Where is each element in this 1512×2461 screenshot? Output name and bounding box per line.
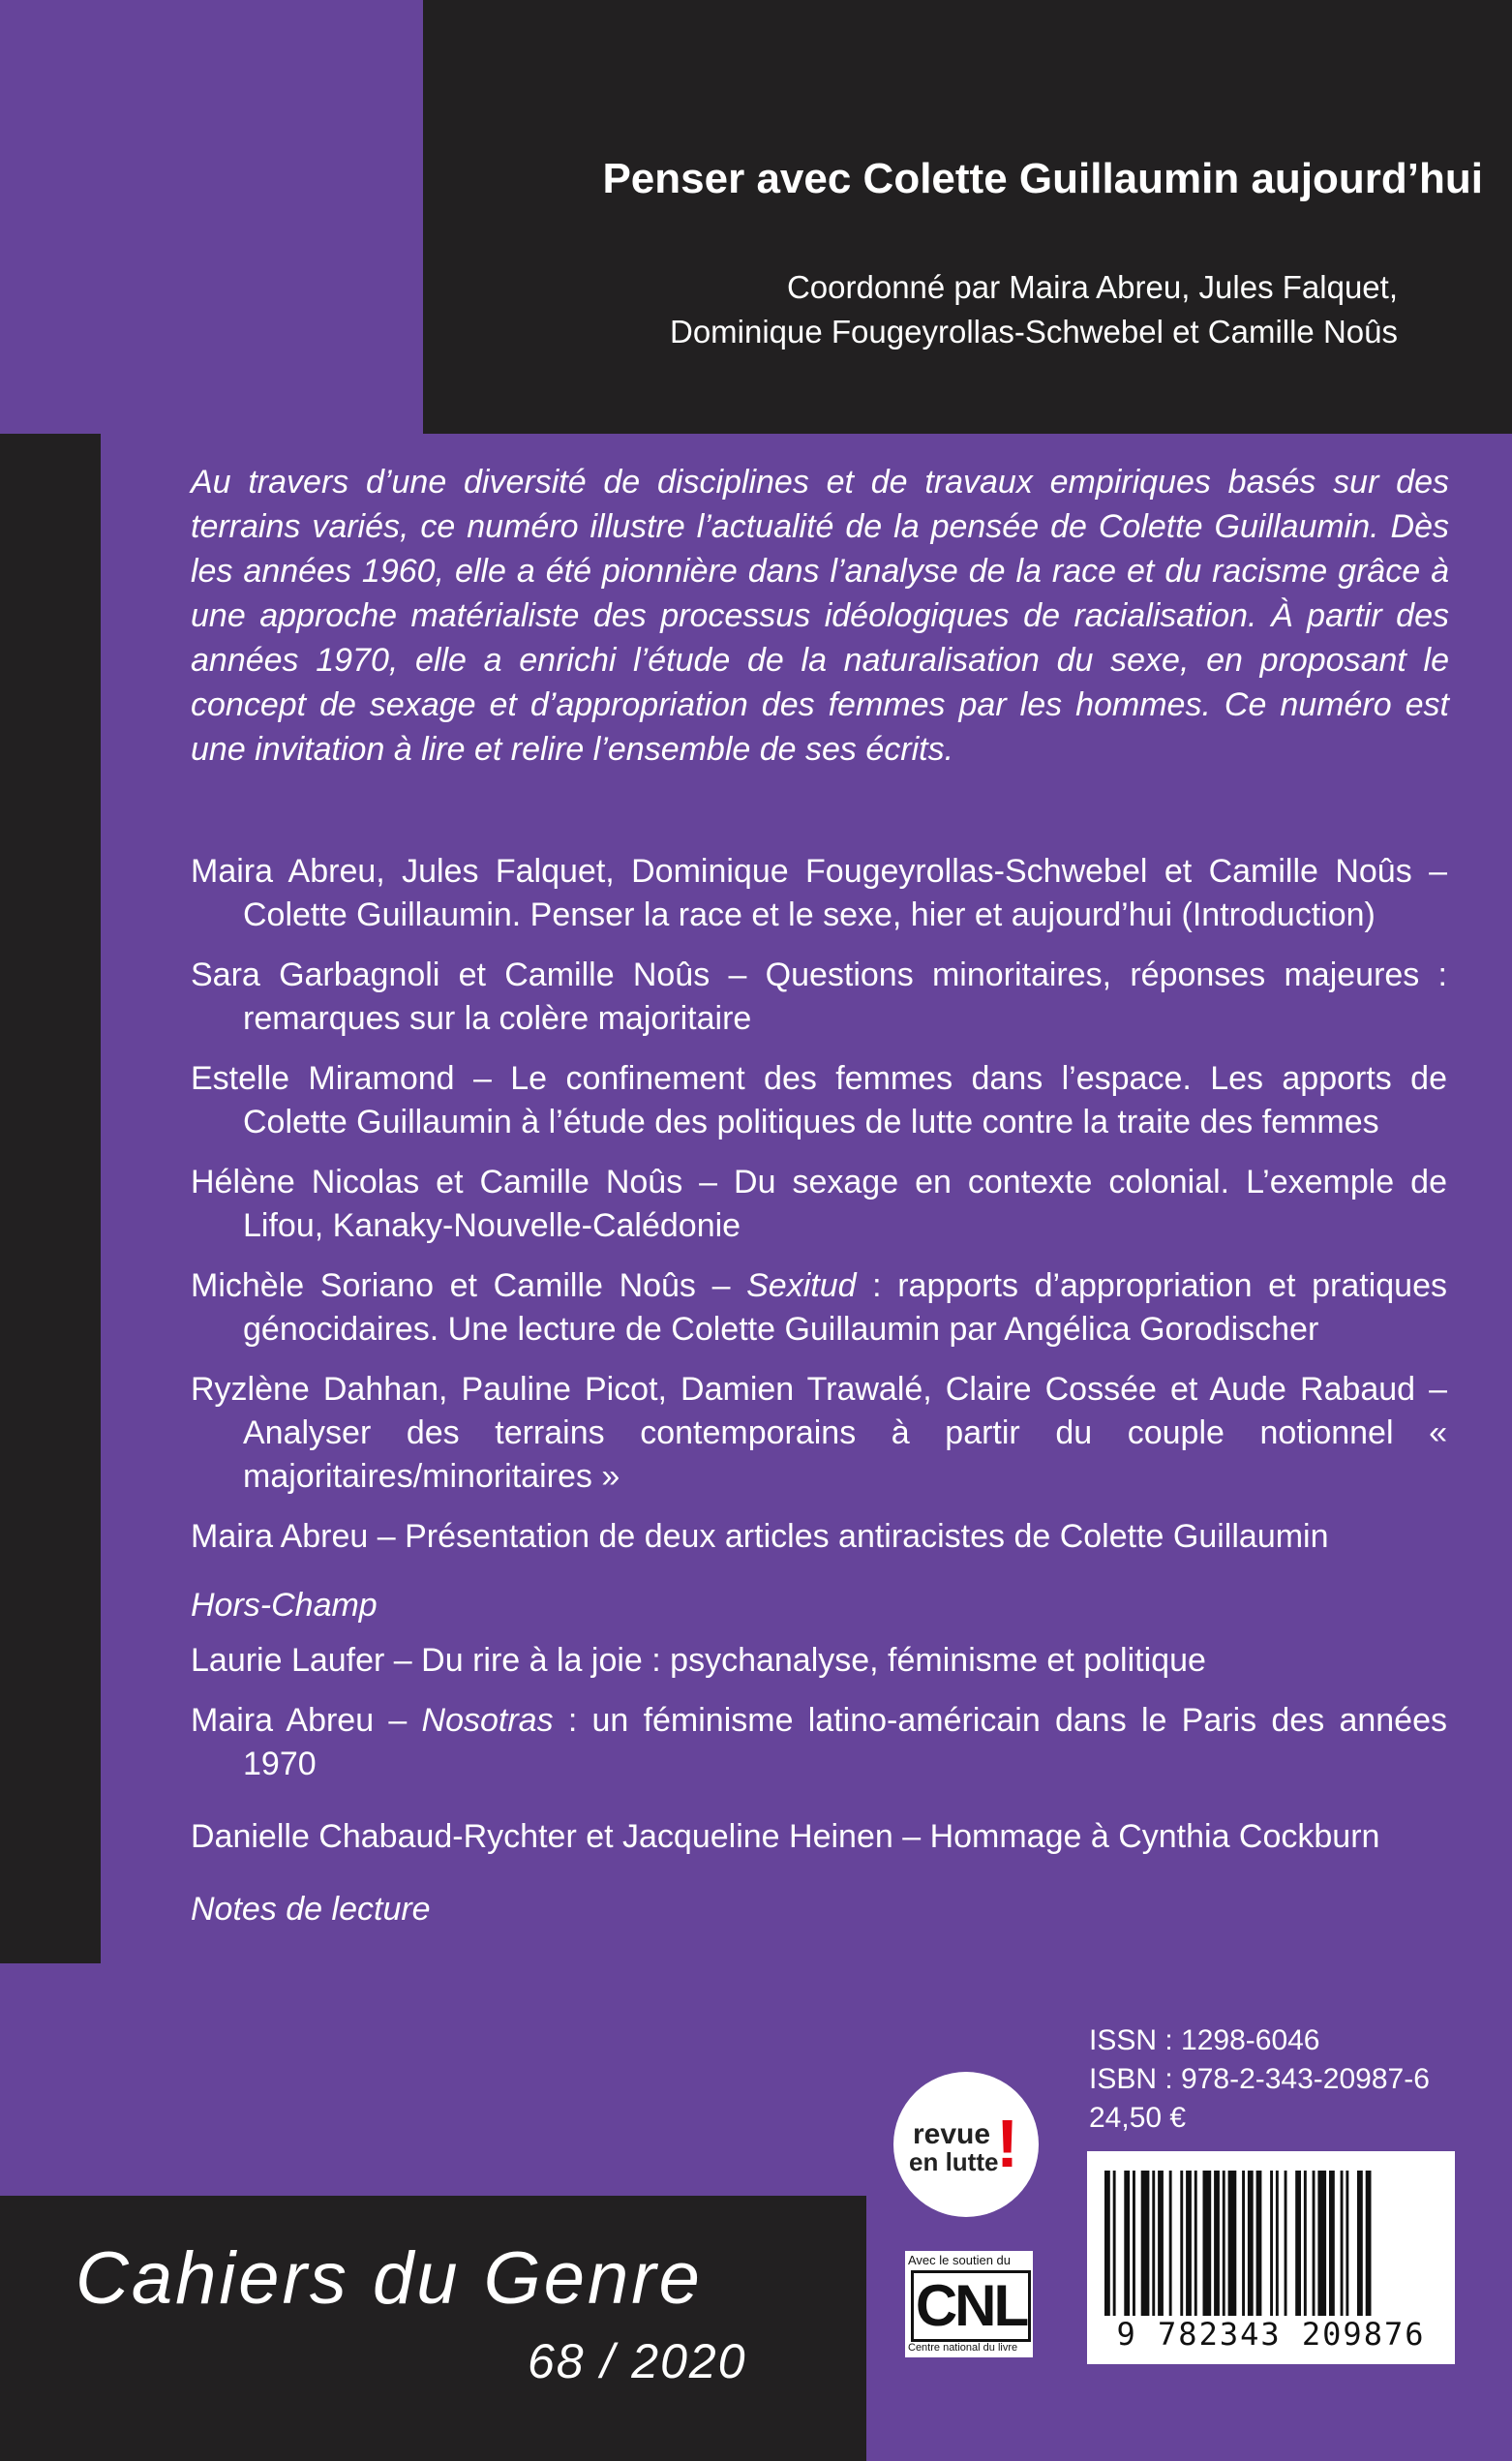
barcode-bar xyxy=(1124,2171,1130,2316)
coordination-line: Dominique Fougeyrollas-Schwebel et Camille Noûs xyxy=(669,314,1398,349)
barcode-bar xyxy=(1270,2171,1273,2316)
publication-info xyxy=(1089,2021,1430,2138)
barcode-bar xyxy=(1152,2171,1155,2316)
barcode-digits: 9 782343 209876 xyxy=(1116,2316,1426,2353)
toc-entry: Laurie Laufer – Du rire à la joie : psychanalyse, féminisme et politique xyxy=(191,1642,1206,1679)
toc-entry: Ryzlène Dahhan, Pauline Picot, Damien Trawalé, Claire Cossée et Aude Rabaud – Analyser des terrains contemporains à partir du couple notionnel « majoritaires/minoritaires » xyxy=(191,1371,1447,1495)
journal-title: Cahiers du Genre xyxy=(76,2237,703,2320)
coordination-line: Coordonné par Maira Abreu, Jules Falquet, xyxy=(786,269,1398,305)
toc-entry xyxy=(191,1699,1447,1786)
toc-entry-italic-title: Nosotras xyxy=(421,1702,554,1739)
abstract-text: Au travers d’une diversité de disciplines et de travaux empiriques basés sur des terrains variés, ce numéro illustre l’actualité de la pensée de Colette Guillaumin. Dès les années 1960, elle a été pionnière dans l’analyse de la race et du racisme grâce à une approche matérialiste des processus idéologiques de racialisation. À partir des années 1970, elle a enrichi l’étude de la naturalisation du sexe, en proposant le concept de sexage et d’appropriation des femmes par les hommes. Ce numéro est une invitation à lire et relire l’ensemble de ses écrits. xyxy=(191,464,1449,768)
barcode-bar xyxy=(1141,2171,1150,2316)
barcode-bar xyxy=(1341,2171,1344,2316)
barcode-bar xyxy=(1317,2171,1326,2316)
barcode-bar xyxy=(1169,2171,1172,2316)
barcode-bar xyxy=(1113,2171,1116,2316)
barcode-bar xyxy=(1256,2171,1262,2316)
barcode-bar xyxy=(1104,2171,1110,2316)
left-dark-strip xyxy=(0,434,101,1963)
barcode-bar xyxy=(1313,2171,1315,2316)
barcode-bars xyxy=(1104,2171,1437,2316)
barcode-bar xyxy=(1285,2171,1287,2316)
toc-entry-authors: Michèle Soriano et Camille Noûs – xyxy=(191,1267,747,1304)
toc-entry: Maira Abreu, Jules Falquet, Dominique Fougeyrollas-Schwebel et Camille Noûs – Colette Guillaumin. Penser la race et le sexe, hier et aujourd’hui (Introduction) xyxy=(191,853,1447,933)
barcode-bar xyxy=(1203,2171,1212,2316)
barcode-bar xyxy=(1194,2171,1197,2316)
isbn: ISBN : 978-2-343-20987-6 xyxy=(1089,2063,1430,2095)
issue-number: 68 / 2020 xyxy=(528,2334,747,2388)
issn: ISSN : 1298-6046 xyxy=(1089,2024,1320,2056)
barcode-bar xyxy=(1295,2171,1301,2316)
barcode-bar xyxy=(1223,2171,1225,2316)
cnl-logo xyxy=(905,2251,1033,2357)
barcode-bar xyxy=(1366,2171,1372,2316)
barcode-bar xyxy=(1304,2171,1307,2316)
table-of-contents xyxy=(191,850,1447,1964)
toc-entry: Hélène Nicolas et Camille Noûs – Du sexage en contexte colonial. L’exemple de Lifou, Kanaky-Nouvelle-Calédonie xyxy=(191,1164,1447,1244)
barcode-bar xyxy=(1180,2171,1183,2316)
toc-entry: Maira Abreu – Présentation de deux articles antiracistes de Colette Guillaumin xyxy=(191,1518,1329,1555)
issue-title: Penser avec Colette Guillaumin aujourd’hui xyxy=(602,155,1483,202)
revue-logo-word: en lutte xyxy=(909,2147,999,2176)
coordination-credit xyxy=(670,265,1398,354)
barcode-bar xyxy=(1133,2171,1135,2316)
toc-entry-italic-title: Sexitud xyxy=(746,1267,857,1304)
cnl-letters: CNL xyxy=(911,2270,1031,2342)
barcode-bar xyxy=(1158,2171,1164,2316)
barcode-bar xyxy=(1346,2171,1348,2316)
barcode-bar xyxy=(1276,2171,1279,2316)
toc-entry-authors: Maira Abreu – xyxy=(191,1702,422,1739)
toc-entry-rest: : rapports d’appropriation et pratiques génocidaires. Une lecture de Colette Guillaumin par Angélica Gorodischer xyxy=(243,1267,1447,1348)
toc-entry-rest: : un féminisme latino-américain dans le Paris des années 1970 xyxy=(243,1702,1447,1782)
barcode-bar xyxy=(1186,2171,1192,2316)
toc-entry: Estelle Miramond – Le confinement des femmes dans l’espace. Les apports de Colette Guillaumin à l’étude des politiques de lutte contre la traite des femmes xyxy=(191,1060,1447,1140)
toc-entry xyxy=(191,1264,1447,1352)
cnl-support-text: Avec le soutien du xyxy=(908,2253,1011,2267)
barcode-bar xyxy=(1357,2171,1363,2316)
exclamation-icon: ! xyxy=(996,2106,1019,2181)
barcode-bar xyxy=(1214,2171,1220,2316)
notes-de-lecture: Notes de lecture xyxy=(191,1891,431,1928)
price: 24,50 € xyxy=(1089,2102,1187,2134)
section-heading-hors-champ: Hors-Champ xyxy=(191,1587,378,1624)
barcode-bar xyxy=(1248,2171,1254,2316)
toc-entry: Sara Garbagnoli et Camille Noûs – Questions minoritaires, réponses majeures : remarques sur la colère majoritaire xyxy=(191,957,1447,1037)
header-dark-block xyxy=(423,0,1512,434)
barcode-bar xyxy=(1228,2171,1237,2316)
cnl-full-name: Centre national du livre xyxy=(908,2342,1018,2354)
barcode-bar xyxy=(1329,2171,1335,2316)
revue-logo-word: revue xyxy=(913,2118,991,2150)
revue-en-lutte-logo xyxy=(893,2072,1039,2217)
isbn-barcode xyxy=(1087,2151,1455,2364)
toc-entry-hommage: Danielle Chabaud-Rychter et Jacqueline Heinen – Hommage à Cynthia Cockburn xyxy=(191,1818,1380,1855)
barcode-bar xyxy=(1242,2171,1245,2316)
